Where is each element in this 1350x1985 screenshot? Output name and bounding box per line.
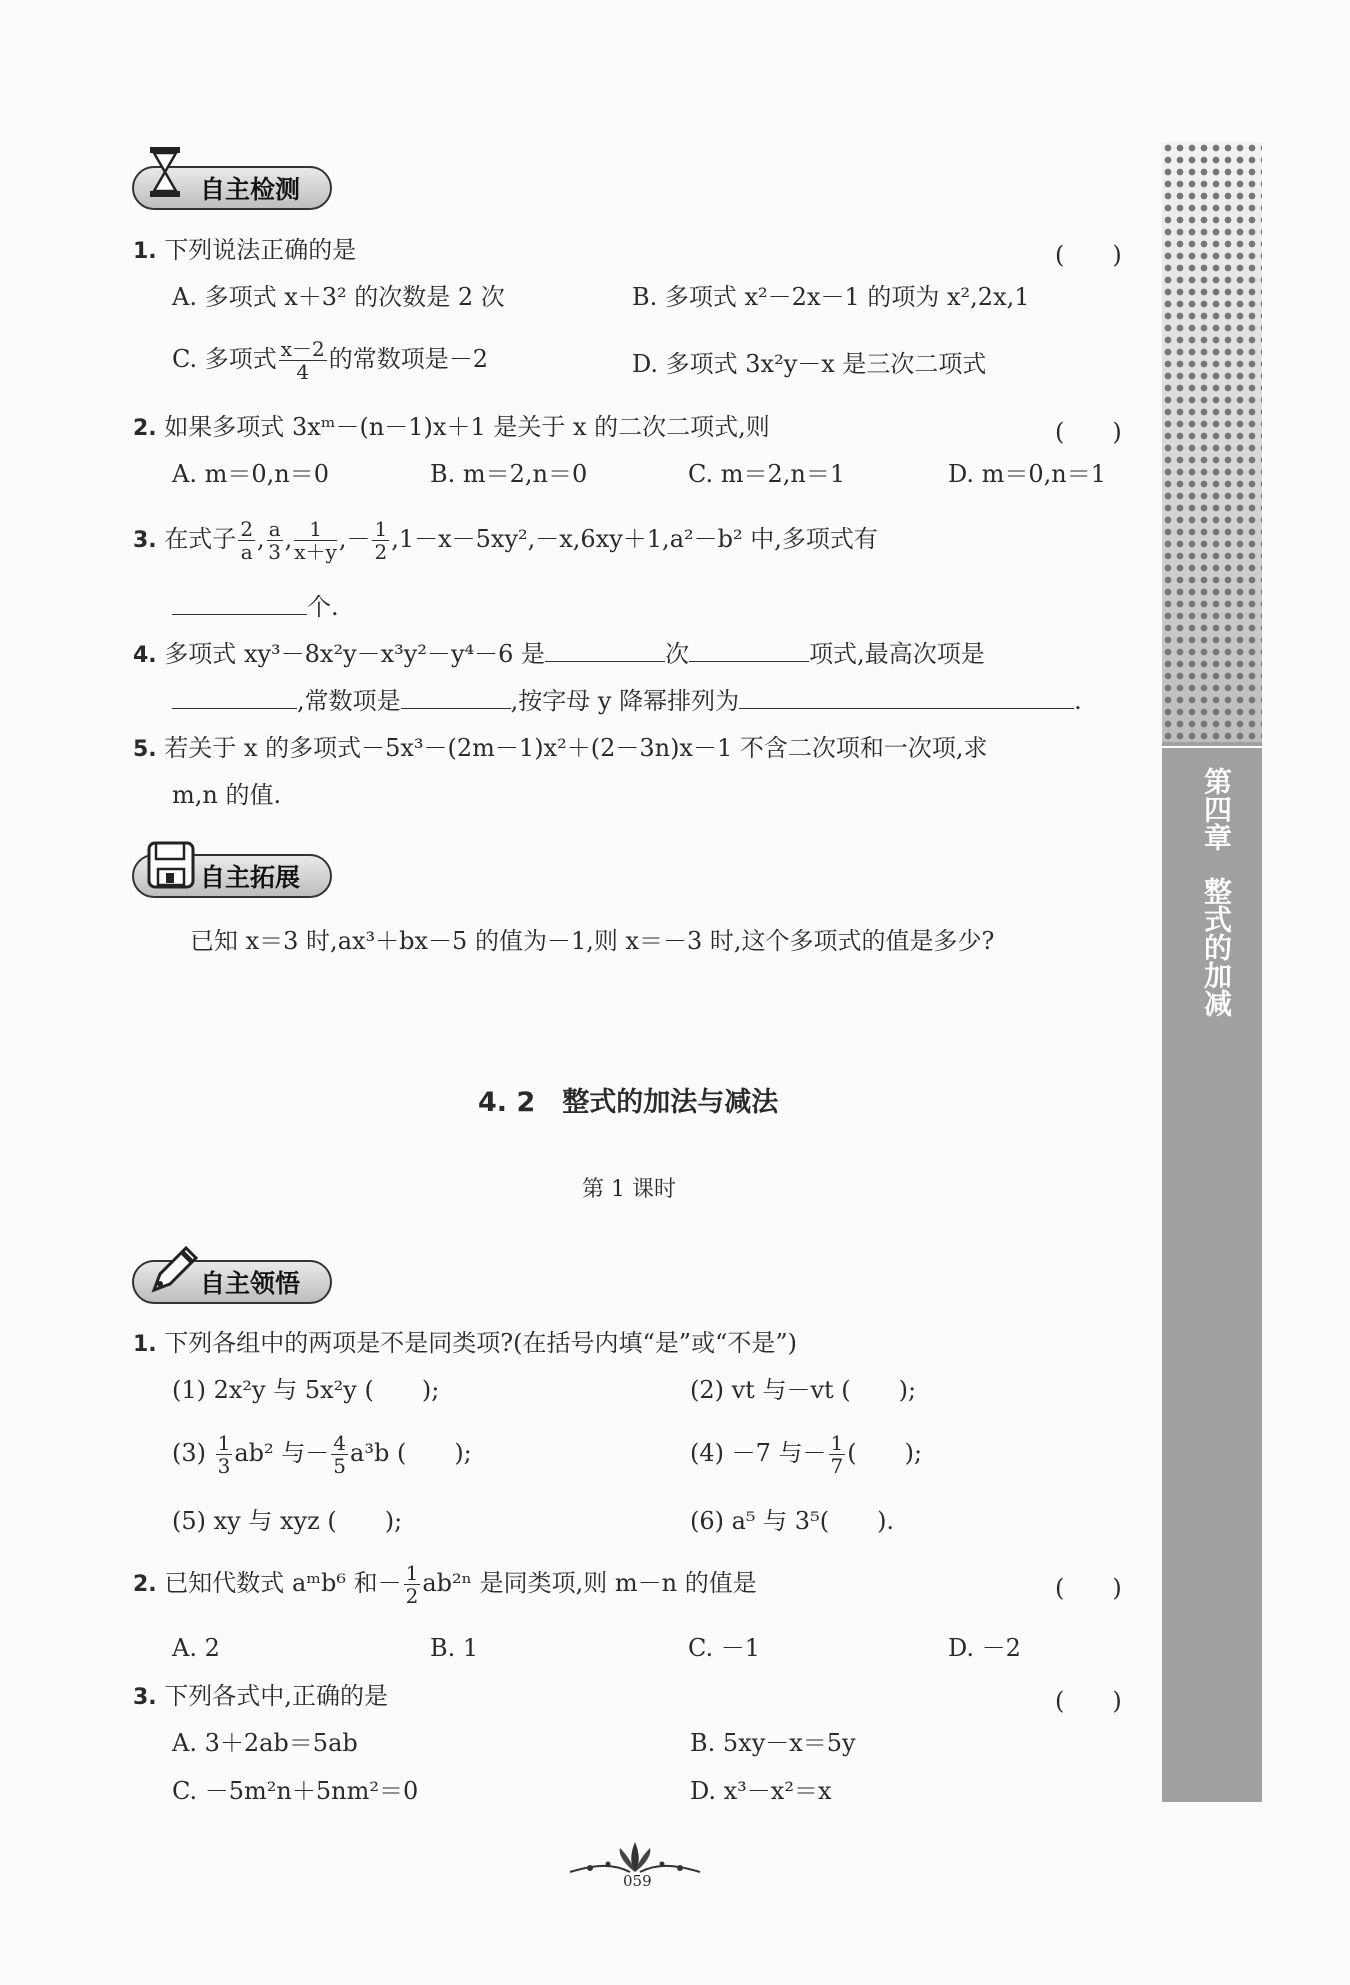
s2-q1-item-3-frac-2 (331, 1432, 348, 1477)
q4-text-f: . (1074, 687, 1082, 715)
badge-check-label: 自主检测 (200, 175, 301, 204)
q3-blank[interactable] (172, 590, 307, 615)
q4-number: 4. (133, 643, 157, 668)
s2-q3-stem-text: 下列各式中,正确的是 (164, 1682, 388, 1710)
extend-question: 已知 x＝3 时,ax³＋bx－5 的值为－1,则 x＝－3 时,这个多项式的值是多少? (190, 927, 995, 955)
s2-q2-text-b: ab²ⁿ 是同类项,则 m－n 的值是 (422, 1569, 757, 1597)
s2-q1-item-4-frac-num: 1 (830, 1431, 844, 1455)
s2-q3-option-b: B. 5xy－x＝5y (690, 1729, 856, 1757)
q2-number: 2. (133, 416, 157, 441)
s2-q1-item-1: (1) 2x²y 与 5x²y ( ); (172, 1376, 440, 1404)
s2-q2-option-c: C. －1 (688, 1634, 761, 1662)
s2-q1-item-3 (172, 1432, 472, 1477)
sidebar-dot-pattern (1162, 142, 1262, 742)
s2-q3-stem (133, 1680, 388, 1714)
s2-q1-item-3-a: (3) (172, 1439, 206, 1467)
q4-blank-constant[interactable] (401, 684, 511, 709)
lesson-label: 第 1 课时 (582, 1177, 676, 1202)
q3-frac-2-num: a (268, 517, 281, 541)
q4-blank-terms[interactable] (689, 637, 809, 662)
s2-q1-stem (133, 1327, 797, 1361)
badge-learn-label: 自主领悟 (200, 1269, 301, 1298)
s2-q1-item-4-frac-den: 7 (830, 1454, 844, 1478)
s2-q2-option-a: A. 2 (172, 1634, 220, 1662)
s2-q1-item-3-c: a³b ( ); (350, 1439, 472, 1467)
q2-option-c: C. m＝2,n＝1 (688, 460, 846, 488)
q3-frac-3-den: x＋y (294, 540, 337, 564)
s2-q2-text-a: 已知代数式 aᵐb⁶ 和－ (164, 1569, 402, 1597)
q1-option-a: A. 多项式 x＋3² 的次数是 2 次 (172, 283, 505, 311)
floppy-disk-icon (146, 840, 198, 892)
s2-q1-item-4 (690, 1432, 922, 1477)
q4-line-1 (133, 637, 985, 672)
s2-q3-option-a: A. 3＋2ab＝5ab (172, 1729, 358, 1757)
q1-fraction (279, 338, 327, 383)
q3-frac-2-den: 3 (268, 540, 282, 564)
s2-q1-item-4-a: (4) －7 与－ (690, 1439, 827, 1467)
chapter-number: 第四章 (1200, 767, 1233, 851)
chapter-sidebar (1162, 142, 1262, 1802)
s2-q2-number: 2. (133, 1572, 157, 1597)
s2-q1-item-3-frac-2-num: 4 (333, 1431, 347, 1455)
q4-blank-highest[interactable] (172, 684, 297, 709)
s2-q1-item-3-frac-1-num: 1 (217, 1431, 231, 1455)
q3-minus: ,－ (338, 525, 371, 553)
s2-q2-option-d: D. －2 (948, 1634, 1021, 1662)
s2-q2-option-b: B. 1 (430, 1634, 479, 1662)
s2-q1-item-4-frac (829, 1432, 846, 1477)
q3-frac-1-num: 2 (240, 517, 254, 541)
q5-text-1: 若关于 x 的多项式－5x³－(2m－1)x²＋(2－3n)x－1 不含二次项和一次项,求 (164, 734, 988, 762)
s2-q2-stem (133, 1562, 757, 1607)
s2-q2-answer-paren: ( ) (1055, 1574, 1122, 1602)
sidebar-divider (1162, 746, 1262, 748)
q2-option-a: A. m＝0,n＝0 (172, 460, 329, 488)
q3-post: ,1－x－5xy²,－x,6xy＋1,a²－b² 中,多项式有 (391, 525, 878, 553)
q1-option-d: D. 多项式 3x²y－x 是三次二项式 (632, 350, 987, 378)
q1-stem-text: 下列说法正确的是 (164, 236, 357, 264)
s2-q1-item-3-frac-1-den: 3 (217, 1454, 231, 1478)
q2-stem (133, 411, 770, 445)
q1-fraction-den: 4 (296, 360, 310, 384)
q3-frac-3-num: 1 (294, 518, 337, 541)
s2-q1-item-3-frac-2-den: 5 (333, 1454, 347, 1478)
s2-q3-option-d: D. x³－x²＝x (690, 1777, 832, 1805)
q3-stem: 3. 在式子 $\frac{2}{a}$ , $\frac{a}{3}$ , $\frac{1}{x+y}$ ,－ $\frac{1}{2}$ ,1－x－5xy²,－x,6xy＋1,a²－b² 中,多项式有 (133, 517, 878, 564)
q4-text-e: ,按字母 y 降幂排列为 (510, 687, 740, 715)
s2-q1-item-2: (2) vt 与－vt ( ); (690, 1376, 917, 1404)
s2-q1-item-6: (6) a⁵ 与 3⁵( ). (690, 1507, 895, 1535)
page-number: 059 (623, 1872, 652, 1890)
s2-q2-frac-num: 1 (405, 1561, 419, 1585)
q2-option-d: D. m＝0,n＝1 (948, 460, 1107, 488)
s2-q1-item-5: (5) xy 与 xyz ( ); (172, 1507, 403, 1535)
pen-icon (146, 1240, 202, 1296)
q4-text-b: 次 (665, 640, 690, 668)
s2-q3-number: 3. (133, 1685, 157, 1710)
q1-option-c-post: 的常数项是－2 (328, 345, 489, 373)
q4-blank-degree[interactable] (545, 637, 665, 662)
s2-q2-frac (404, 1562, 421, 1607)
q3-number: 3. (133, 528, 157, 553)
q4-text-c: 项式,最高次项是 (809, 640, 985, 668)
q1-stem (133, 234, 356, 268)
q3-tail: 个. (307, 593, 339, 621)
q3-frac-4 (372, 518, 389, 563)
s2-q3-option-c: C. －5m²n＋5nm²＝0 (172, 1777, 419, 1805)
q3-frac-2 (267, 518, 283, 563)
hourglass-icon (146, 145, 188, 201)
q1-number: 1. (133, 239, 157, 264)
q3-frac-4-num: 1 (374, 517, 388, 541)
section-title: 4. 2 整式的加法与减法 (478, 1087, 779, 1118)
q1-answer-paren: ( ) (1055, 241, 1122, 269)
s2-q1-stem-text: 下列各组中的两项是不是同类项?(在括号内填“是”或“不是”) (164, 1329, 797, 1357)
q3-frac-4-den: 2 (374, 540, 388, 564)
q4-text-d: ,常数项是 (297, 687, 401, 715)
q3-frac-1-den: a (240, 540, 253, 564)
s2-q1-item-3-frac-1 (216, 1432, 233, 1477)
s2-q1-number: 1. (133, 1332, 157, 1357)
q5-number: 5. (133, 737, 157, 762)
q5-line-1 (133, 732, 988, 766)
s2-q1-item-4-b: ( ); (847, 1439, 923, 1467)
q3-tail-line (172, 590, 339, 623)
q4-blank-order[interactable] (739, 684, 1074, 709)
q4-line-2 (172, 684, 1082, 717)
q1-option-c-pre: C. 多项式 (172, 345, 277, 373)
s2-q1-item-3-b: ab² 与－ (234, 1439, 330, 1467)
badge-extend-label: 自主拓展 (200, 863, 301, 892)
s2-q2-frac-den: 2 (405, 1584, 419, 1608)
q2-stem-text: 如果多项式 3xᵐ－(n－1)x＋1 是关于 x 的二次二项式,则 (164, 413, 770, 441)
q4-text-a: 多项式 xy³－8x²y－x³y²－y⁴－6 是 (164, 640, 546, 668)
q1-fraction-num: x－2 (280, 337, 325, 361)
q1-option-c (172, 338, 488, 383)
q5-line-2: m,n 的值. (172, 781, 282, 809)
q2-answer-paren: ( ) (1055, 418, 1122, 446)
q3-frac-1 (238, 518, 255, 563)
q2-option-b: B. m＝2,n＝0 (430, 460, 588, 488)
q3-pre: 在式子 (164, 525, 237, 553)
s2-q3-answer-paren: ( ) (1055, 1687, 1122, 1715)
q1-option-b: B. 多项式 x²－2x－1 的项为 x²,2x,1 (632, 283, 1030, 311)
q3-frac-3 (294, 518, 337, 563)
chapter-title: 整式的加减 (1200, 877, 1233, 1017)
